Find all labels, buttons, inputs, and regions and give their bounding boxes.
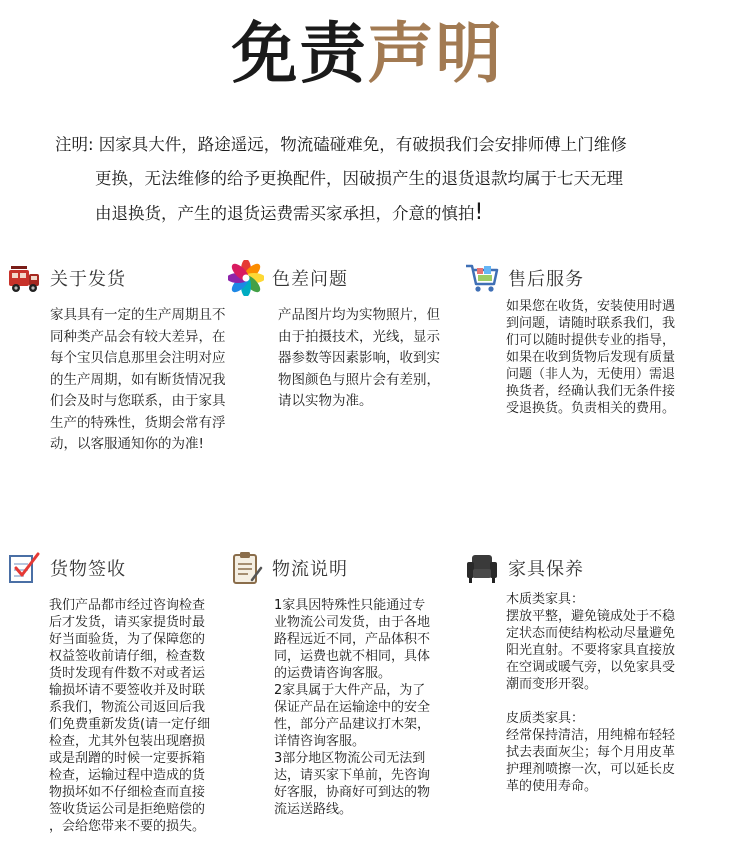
section-body: [506, 591, 726, 795]
body-line: 拭去表面灰尘；每个月用皮革: [506, 745, 676, 760]
body-line: 检查，尤其外包装出现磨损: [49, 734, 206, 749]
section-header: [6, 548, 246, 588]
body-line: 们免费重新发货(请一定仔细: [49, 717, 211, 732]
body-line: 流运送路线。: [274, 802, 353, 817]
body-line: 经常保持清洁，用纯棉布轻轻: [506, 728, 676, 743]
section-body: [506, 298, 724, 417]
body-line: 好当面验货，为了保障您的: [49, 632, 206, 647]
body-line: 或是刮蹭的时候一定要拆箱: [49, 751, 206, 766]
body-line: 业物流公司发货，由于各地: [274, 615, 431, 630]
body-line: 我们产品都市经过咨询检查: [49, 598, 206, 613]
shopping-cart-icon: [464, 260, 500, 296]
body-line: 好客服，协商好可到达的物: [274, 785, 431, 800]
body-line: 权益签收前请仔细，检查数: [49, 649, 206, 664]
color-wheel-icon: [228, 260, 264, 296]
body-line: 达，请买家下单前，先咨询: [274, 768, 431, 783]
body-line: ，会给您带来不要的损失。: [49, 819, 206, 834]
body-line: 物损坏如不仔细检查而直接: [49, 785, 206, 800]
body-line: 每个宝贝信息那里会注明对应: [50, 350, 226, 366]
section-header: [228, 548, 473, 588]
body-line: 家具具有一定的生产周期且不: [50, 307, 226, 323]
section-body: [274, 597, 473, 818]
body-line: 在空调或暖气旁，以免家具受: [506, 660, 676, 675]
body-line: 保证产品在运输途中的安全: [274, 700, 431, 715]
body-line: 皮质类家具：: [506, 711, 585, 726]
section-logistics: [228, 548, 473, 818]
body-line: 摆放平整，避免镜成处于不稳: [506, 609, 676, 624]
section-title: 色差问题: [272, 269, 348, 290]
section-shipping: [6, 258, 246, 456]
title-part-2: 声明: [367, 14, 504, 92]
body-line: 货时发现有件数不对或者运: [49, 666, 206, 681]
body-line: 定状态而使结构松动尽量避免: [506, 626, 676, 641]
section-header: [228, 258, 468, 298]
section-header: [6, 258, 246, 298]
body-line: 受退换货。负责相关的费用。: [506, 401, 676, 416]
body-line: 革的使用寿命。: [506, 779, 598, 794]
section-header: [464, 258, 724, 298]
body-line: 由于拍摄技术，光线，显示: [278, 328, 440, 345]
notice-line-3: [55, 196, 695, 231]
body-line: 的运费请咨询客服。: [274, 666, 392, 681]
body-line: 请以实物为准。: [278, 393, 373, 409]
body-line: 产品图片均为实物照片，但: [278, 307, 440, 323]
notice-line-3-text: 由退换货，产生的退货运费需买家承担，介意的慎拍: [95, 204, 475, 223]
section-title: 关于发货: [50, 269, 126, 290]
section-signing: [6, 548, 246, 835]
fire-truck-icon: [6, 260, 42, 296]
section-body: [49, 597, 246, 835]
body-line: 器参数等因素影响，收到实: [278, 350, 440, 366]
body-line: 3部分地区物流公司无法到: [274, 751, 426, 766]
body-line: 同种类产品会有较大差异，在: [50, 328, 226, 345]
body-line: 如果您在收货，安装使用时遇: [506, 299, 676, 314]
notice-block: [55, 128, 695, 231]
body-line: 性，部分产品建议打木架，: [274, 717, 431, 732]
section-aftersale: [464, 258, 724, 417]
body-line: 2家具属于大件产品，为了: [274, 683, 426, 698]
body-line: 1家具因特殊性只能通过专: [274, 598, 426, 613]
body-line: 如果在收到货物后发现有质量: [506, 350, 676, 365]
armchair-icon: [464, 550, 500, 586]
clipboard-icon: [228, 550, 264, 586]
section-color: [228, 258, 468, 413]
section-header: [464, 548, 726, 588]
body-line: 问题（非人为，无使用）需退: [506, 367, 676, 382]
section-title: 售后服务: [508, 269, 584, 290]
section-title: 家具保养: [508, 559, 584, 580]
body-line: 阳光直射。不要将家具直接放: [506, 643, 676, 658]
section-care: [464, 548, 726, 795]
body-line: 详情咨询客服。: [274, 734, 366, 749]
body-line: 换货者，经确认我们无条件接: [506, 384, 676, 399]
body-line: 潮而变形开裂。: [506, 677, 598, 692]
body-line: 输损坏请不要签收并及时联: [49, 683, 206, 698]
body-line: 护理剂喷擦一次，可以延长皮: [506, 762, 676, 777]
paragraph-gap: [506, 693, 726, 710]
body-line: 检查，运输过程中造成的货: [49, 768, 206, 783]
title-part-1: 免责: [231, 14, 368, 92]
section-title: 货物签收: [50, 559, 126, 580]
notice-line-1: 注明: 因家具大件，路途遥远，物流磕碰难免，有破损我们会安排师傅上门维修: [55, 135, 627, 154]
body-line: 同，运费也就不相同，具体: [274, 649, 431, 664]
body-line: 动，以客服通知你的为准!: [50, 436, 204, 452]
body-line: 木质类家具：: [506, 592, 585, 607]
body-line: 物图颜色与照片会有差别，: [278, 371, 440, 388]
checklist-icon: [6, 550, 42, 586]
body-line: 生产的特殊性，货期会常有浮: [50, 414, 226, 431]
section-body: [278, 305, 468, 413]
notice-exclamation: !: [474, 200, 484, 225]
body-line: 路程远近不同，产品体积不: [274, 632, 431, 647]
body-line: 系我们，物流公司返回后我: [49, 700, 206, 715]
notice-line-2: 更换，无法维修的给予更换配件，因破损产生的退货退款均属于七天无理: [95, 169, 623, 188]
body-line: 后才发货，请买家提货时最: [49, 615, 206, 630]
page-title: [0, 8, 735, 98]
body-line: 们会及时与您联系，由于家具: [50, 393, 226, 409]
body-line: 们可以随时提供专业的指导，: [506, 333, 676, 348]
section-body: [50, 305, 246, 456]
body-line: 的生产周期，如有断货情况我: [50, 371, 226, 388]
section-title: 物流说明: [272, 559, 348, 580]
body-line: 签收货运公司是拒绝赔偿的: [49, 802, 206, 817]
body-line: 到问题，请随时联系我们，我: [506, 316, 676, 331]
